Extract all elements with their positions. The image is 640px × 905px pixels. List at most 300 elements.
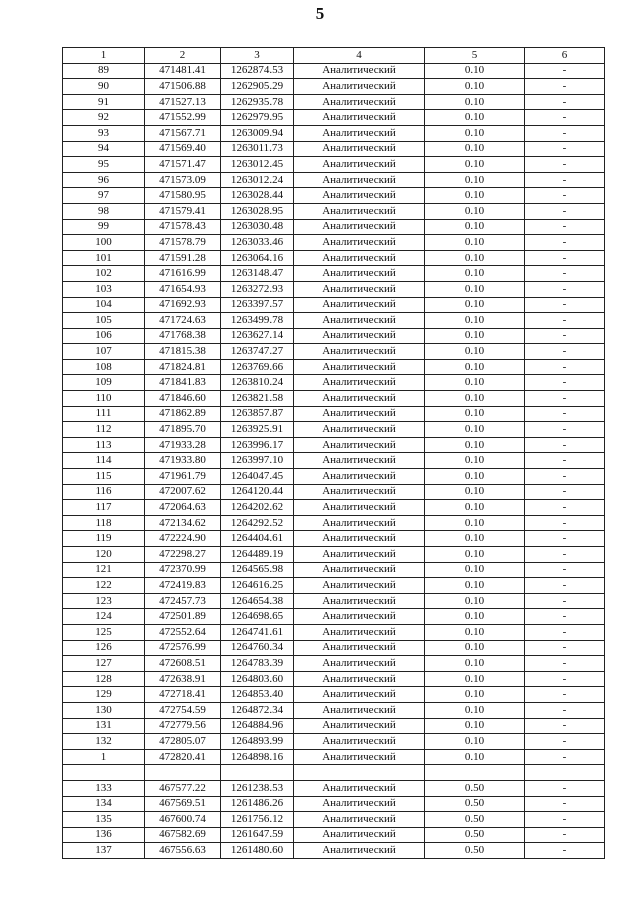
x-coordinate-cell: 472457.73 [145,593,221,609]
accuracy-cell: 0.10 [425,219,525,235]
method-cell: Аналитический [294,687,425,703]
accuracy-cell: 0.10 [425,531,525,547]
y-coordinate-cell: 1264803.60 [221,671,294,687]
point-number-cell: 115 [63,469,145,485]
accuracy-cell: 0.50 [425,827,525,843]
point-number-cell: 102 [63,266,145,282]
y-coordinate-cell: 1263028.44 [221,188,294,204]
method-cell: Аналитический [294,671,425,687]
table-header [63,48,605,64]
table-row [63,94,605,110]
table-row [63,702,605,718]
note-cell: - [525,188,605,204]
method-cell: Аналитический [294,578,425,594]
accuracy-cell: 0.50 [425,843,525,859]
header-row [63,48,605,64]
method-cell: Аналитический [294,344,425,360]
y-coordinate-cell: 1264047.45 [221,469,294,485]
method-cell: Аналитический [294,250,425,266]
note-cell: - [525,484,605,500]
point-number-cell: 131 [63,718,145,734]
point-number-cell [63,765,145,781]
table-row [63,469,605,485]
x-coordinate-cell: 471580.95 [145,188,221,204]
y-coordinate-cell: 1263011.73 [221,141,294,157]
coordinates-table [62,47,605,859]
x-coordinate-cell: 471895.70 [145,422,221,438]
x-coordinate-cell: 471569.40 [145,141,221,157]
method-cell: Аналитический [294,188,425,204]
method-cell: Аналитический [294,812,425,828]
note-cell: - [525,375,605,391]
point-number-cell: 116 [63,484,145,500]
point-number-cell: 92 [63,110,145,126]
point-number-cell: 113 [63,437,145,453]
table-row [63,780,605,796]
note-cell: - [525,281,605,297]
y-coordinate-cell: 1261486.26 [221,796,294,812]
x-coordinate-cell: 467600.74 [145,812,221,828]
note-cell: - [525,796,605,812]
method-cell: Аналитический [294,734,425,750]
accuracy-cell: 0.10 [425,734,525,750]
note-cell: - [525,157,605,173]
method-cell: Аналитический [294,94,425,110]
note-cell: - [525,235,605,251]
accuracy-cell: 0.10 [425,547,525,563]
method-cell: Аналитический [294,141,425,157]
y-coordinate-cell: 1264120.44 [221,484,294,500]
method-cell: Аналитический [294,796,425,812]
x-coordinate-cell: 472820.41 [145,749,221,765]
accuracy-cell: 0.10 [425,375,525,391]
x-coordinate-cell: 472419.83 [145,578,221,594]
table-row [63,749,605,765]
point-number-cell: 137 [63,843,145,859]
method-cell [294,765,425,781]
x-coordinate-cell: 472552.64 [145,624,221,640]
accuracy-cell: 0.10 [425,63,525,79]
x-coordinate-cell: 471527.13 [145,94,221,110]
accuracy-cell: 0.50 [425,780,525,796]
y-coordinate-cell: 1263064.16 [221,250,294,266]
point-number-cell: 1 [63,749,145,765]
header-cell: 6 [525,48,605,64]
method-cell: Аналитический [294,235,425,251]
x-coordinate-cell: 471571.47 [145,157,221,173]
accuracy-cell: 0.10 [425,469,525,485]
y-coordinate-cell: 1263627.14 [221,328,294,344]
x-coordinate-cell: 472007.62 [145,484,221,500]
method-cell: Аналитический [294,656,425,672]
x-coordinate-cell: 471933.28 [145,437,221,453]
x-coordinate-cell: 471862.89 [145,406,221,422]
x-coordinate-cell: 472805.07 [145,734,221,750]
x-coordinate-cell: 472064.63 [145,500,221,516]
note-cell: - [525,437,605,453]
note-cell: - [525,344,605,360]
header-cell: 1 [63,48,145,64]
header-cell: 5 [425,48,525,64]
note-cell: - [525,827,605,843]
x-coordinate-cell: 471591.28 [145,250,221,266]
y-coordinate-cell: 1264893.99 [221,734,294,750]
point-number-cell: 124 [63,609,145,625]
method-cell: Аналитический [294,500,425,516]
x-coordinate-cell: 472608.51 [145,656,221,672]
y-coordinate-cell: 1264292.52 [221,515,294,531]
accuracy-cell: 0.10 [425,188,525,204]
accuracy-cell: 0.10 [425,391,525,407]
table-row [63,796,605,812]
accuracy-cell: 0.50 [425,812,525,828]
point-number-cell: 129 [63,687,145,703]
x-coordinate-cell: 471846.60 [145,391,221,407]
point-number-cell: 98 [63,203,145,219]
x-coordinate-cell: 471579.41 [145,203,221,219]
accuracy-cell: 0.10 [425,203,525,219]
x-coordinate-cell: 471616.99 [145,266,221,282]
accuracy-cell: 0.10 [425,94,525,110]
header-cell: 2 [145,48,221,64]
x-coordinate-cell: 471481.41 [145,63,221,79]
point-number-cell: 99 [63,219,145,235]
method-cell: Аналитический [294,547,425,563]
method-cell: Аналитический [294,203,425,219]
accuracy-cell: 0.10 [425,328,525,344]
table-row [63,297,605,313]
table-row [63,219,605,235]
y-coordinate-cell: 1261238.53 [221,780,294,796]
method-cell: Аналитический [294,531,425,547]
note-cell: - [525,640,605,656]
y-coordinate-cell: 1263925.91 [221,422,294,438]
table-row [63,718,605,734]
note-cell: - [525,453,605,469]
method-cell: Аналитический [294,406,425,422]
x-coordinate-cell: 472576.99 [145,640,221,656]
point-number-cell: 101 [63,250,145,266]
method-cell: Аналитический [294,172,425,188]
accuracy-cell: 0.10 [425,344,525,360]
method-cell: Аналитический [294,749,425,765]
x-coordinate-cell: 471824.81 [145,359,221,375]
accuracy-cell: 0.10 [425,640,525,656]
x-coordinate-cell: 467577.22 [145,780,221,796]
point-number-cell: 93 [63,125,145,141]
x-coordinate-cell: 471768.38 [145,328,221,344]
x-coordinate-cell: 472501.89 [145,609,221,625]
point-number-cell: 112 [63,422,145,438]
y-coordinate-cell [221,765,294,781]
point-number-cell: 103 [63,281,145,297]
table-row [63,624,605,640]
note-cell: - [525,422,605,438]
accuracy-cell: 0.10 [425,453,525,469]
x-coordinate-cell: 471841.83 [145,375,221,391]
note-cell: - [525,812,605,828]
table-row [63,79,605,95]
table-row [63,203,605,219]
point-number-cell: 100 [63,235,145,251]
method-cell: Аналитический [294,640,425,656]
accuracy-cell: 0.10 [425,141,525,157]
point-number-cell: 128 [63,671,145,687]
accuracy-cell: 0.10 [425,266,525,282]
point-number-cell: 132 [63,734,145,750]
y-coordinate-cell: 1264202.62 [221,500,294,516]
table-row [63,141,605,157]
table-body [63,63,605,858]
accuracy-cell: 0.10 [425,422,525,438]
method-cell: Аналитический [294,437,425,453]
y-coordinate-cell: 1263857.87 [221,406,294,422]
table-row [63,453,605,469]
note-cell: - [525,328,605,344]
table-row [63,515,605,531]
point-number-cell: 135 [63,812,145,828]
point-number-cell: 97 [63,188,145,204]
table-row [63,843,605,859]
point-number-cell: 136 [63,827,145,843]
table-row [63,765,605,781]
method-cell: Аналитический [294,313,425,329]
note-cell: - [525,578,605,594]
x-coordinate-cell: 471506.88 [145,79,221,95]
accuracy-cell: 0.10 [425,235,525,251]
note-cell: - [525,593,605,609]
point-number-cell: 90 [63,79,145,95]
point-number-cell: 109 [63,375,145,391]
accuracy-cell: 0.10 [425,406,525,422]
table-row [63,437,605,453]
note-cell: - [525,702,605,718]
note-cell: - [525,671,605,687]
table-row [63,63,605,79]
y-coordinate-cell: 1264654.38 [221,593,294,609]
point-number-cell: 114 [63,453,145,469]
method-cell: Аналитический [294,125,425,141]
method-cell: Аналитический [294,219,425,235]
table-row [63,375,605,391]
table-row [63,547,605,563]
method-cell: Аналитический [294,562,425,578]
method-cell: Аналитический [294,110,425,126]
accuracy-cell: 0.10 [425,297,525,313]
note-cell: - [525,780,605,796]
table-row [63,110,605,126]
note-cell: - [525,547,605,563]
x-coordinate-cell: 471815.38 [145,344,221,360]
x-coordinate-cell: 472754.59 [145,702,221,718]
x-coordinate-cell: 472779.56 [145,718,221,734]
method-cell: Аналитический [294,79,425,95]
accuracy-cell [425,765,525,781]
method-cell: Аналитический [294,422,425,438]
accuracy-cell: 0.10 [425,172,525,188]
point-number-cell: 119 [63,531,145,547]
y-coordinate-cell: 1264404.61 [221,531,294,547]
y-coordinate-cell: 1263009.94 [221,125,294,141]
x-coordinate-cell: 471933.80 [145,453,221,469]
x-coordinate-cell: 471578.43 [145,219,221,235]
y-coordinate-cell: 1264884.96 [221,718,294,734]
y-coordinate-cell: 1263821.58 [221,391,294,407]
y-coordinate-cell: 1264489.19 [221,547,294,563]
note-cell: - [525,718,605,734]
accuracy-cell: 0.10 [425,656,525,672]
y-coordinate-cell: 1264741.61 [221,624,294,640]
x-coordinate-cell: 472224.90 [145,531,221,547]
accuracy-cell: 0.10 [425,671,525,687]
method-cell: Аналитический [294,702,425,718]
note-cell: - [525,63,605,79]
table-row [63,125,605,141]
y-coordinate-cell: 1263810.24 [221,375,294,391]
method-cell: Аналитический [294,593,425,609]
point-number-cell: 130 [63,702,145,718]
method-cell: Аналитический [294,281,425,297]
y-coordinate-cell: 1264760.34 [221,640,294,656]
note-cell: - [525,515,605,531]
y-coordinate-cell: 1263769.66 [221,359,294,375]
accuracy-cell: 0.10 [425,578,525,594]
accuracy-cell: 0.10 [425,687,525,703]
table-row [63,359,605,375]
method-cell: Аналитический [294,63,425,79]
y-coordinate-cell: 1264853.40 [221,687,294,703]
note-cell: - [525,500,605,516]
method-cell: Аналитический [294,718,425,734]
note-cell: - [525,843,605,859]
table-row [63,157,605,173]
table-row [63,562,605,578]
y-coordinate-cell: 1261756.12 [221,812,294,828]
accuracy-cell: 0.10 [425,749,525,765]
accuracy-cell: 0.10 [425,718,525,734]
y-coordinate-cell: 1264698.65 [221,609,294,625]
method-cell: Аналитический [294,624,425,640]
accuracy-cell: 0.10 [425,157,525,173]
note-cell: - [525,624,605,640]
y-coordinate-cell: 1264783.39 [221,656,294,672]
accuracy-cell: 0.10 [425,593,525,609]
x-coordinate-cell: 471552.99 [145,110,221,126]
y-coordinate-cell: 1263499.78 [221,313,294,329]
table-row [63,827,605,843]
method-cell: Аналитический [294,843,425,859]
accuracy-cell: 0.10 [425,515,525,531]
point-number-cell: 94 [63,141,145,157]
point-number-cell: 126 [63,640,145,656]
table-row [63,500,605,516]
accuracy-cell: 0.10 [425,359,525,375]
x-coordinate-cell: 471692.93 [145,297,221,313]
table-row [63,172,605,188]
accuracy-cell: 0.10 [425,313,525,329]
table-row [63,188,605,204]
note-cell: - [525,609,605,625]
y-coordinate-cell: 1263012.45 [221,157,294,173]
y-coordinate-cell: 1263747.27 [221,344,294,360]
x-coordinate-cell [145,765,221,781]
accuracy-cell: 0.10 [425,281,525,297]
x-coordinate-cell: 472134.62 [145,515,221,531]
accuracy-cell: 0.10 [425,484,525,500]
point-number-cell: 122 [63,578,145,594]
accuracy-cell: 0.10 [425,79,525,95]
note-cell: - [525,734,605,750]
note-cell: - [525,94,605,110]
note-cell: - [525,250,605,266]
y-coordinate-cell: 1263397.57 [221,297,294,313]
method-cell: Аналитический [294,469,425,485]
point-number-cell: 120 [63,547,145,563]
note-cell: - [525,391,605,407]
y-coordinate-cell: 1262905.29 [221,79,294,95]
table-row [63,593,605,609]
accuracy-cell: 0.10 [425,437,525,453]
method-cell: Аналитический [294,827,425,843]
accuracy-cell: 0.10 [425,125,525,141]
table-row [63,422,605,438]
point-number-cell: 89 [63,63,145,79]
table-row [63,406,605,422]
y-coordinate-cell: 1264565.98 [221,562,294,578]
point-number-cell: 123 [63,593,145,609]
method-cell: Аналитический [294,609,425,625]
accuracy-cell: 0.10 [425,110,525,126]
point-number-cell: 127 [63,656,145,672]
y-coordinate-cell: 1263012.24 [221,172,294,188]
note-cell: - [525,219,605,235]
x-coordinate-cell: 467582.69 [145,827,221,843]
y-coordinate-cell: 1263272.93 [221,281,294,297]
point-number-cell: 118 [63,515,145,531]
note-cell: - [525,297,605,313]
header-cell: 4 [294,48,425,64]
x-coordinate-cell: 471724.63 [145,313,221,329]
point-number-cell: 133 [63,780,145,796]
x-coordinate-cell: 472638.91 [145,671,221,687]
y-coordinate-cell: 1263030.48 [221,219,294,235]
method-cell: Аналитический [294,515,425,531]
table-row [63,391,605,407]
note-cell: - [525,656,605,672]
page-number: 5 [315,4,325,23]
note-cell: - [525,562,605,578]
table-row [63,266,605,282]
point-number-cell: 111 [63,406,145,422]
table-row [63,313,605,329]
note-cell: - [525,687,605,703]
note-cell: - [525,141,605,157]
accuracy-cell: 0.10 [425,624,525,640]
header-cell: 3 [221,48,294,64]
note-cell: - [525,406,605,422]
method-cell: Аналитический [294,780,425,796]
point-number-cell: 121 [63,562,145,578]
point-number-cell: 107 [63,344,145,360]
accuracy-cell: 0.10 [425,250,525,266]
method-cell: Аналитический [294,484,425,500]
point-number-cell: 108 [63,359,145,375]
note-cell: - [525,172,605,188]
point-number-cell: 105 [63,313,145,329]
note-cell: - [525,749,605,765]
note-cell: - [525,110,605,126]
method-cell: Аналитический [294,453,425,469]
